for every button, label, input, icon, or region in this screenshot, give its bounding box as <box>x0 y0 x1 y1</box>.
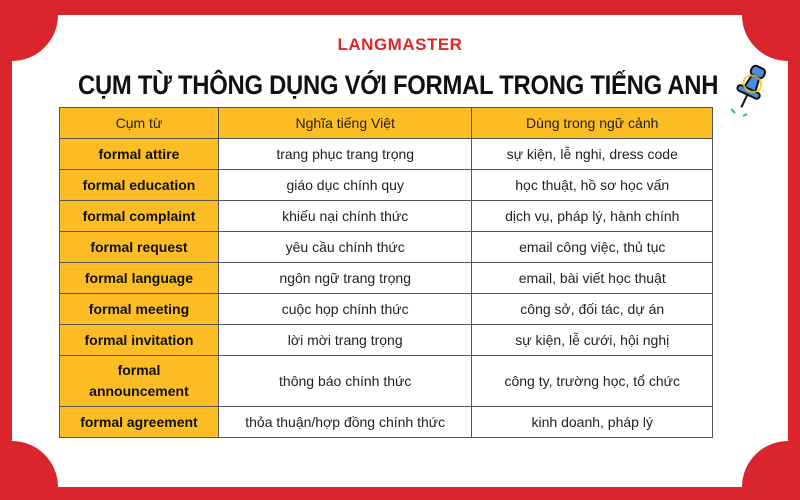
table-row <box>60 325 713 356</box>
meaning-cell: trang phục trang trọng <box>218 139 472 170</box>
phrase-cell: formal meeting <box>60 294 219 325</box>
meaning-cell: giáo dục chính quy <box>218 170 472 201</box>
context-cell: sự kiện, lễ cưới, hội nghị <box>472 325 713 356</box>
context-cell: email công việc, thủ tục <box>472 232 713 263</box>
table-row <box>60 139 713 170</box>
formal-phrases-table <box>59 107 713 438</box>
phrase-cell: formal complaint <box>60 201 219 232</box>
phrase-cell: formal announcement <box>60 356 219 407</box>
meaning-cell: thỏa thuận/hợp đồng chính thức <box>218 407 472 438</box>
page-title: CỤM TỪ THÔNG DỤNG VỚI FORMAL TRONG TIẾNG ANH <box>78 70 719 100</box>
column-header: Cụm từ <box>60 108 219 139</box>
phrase-cell: formal request <box>60 232 219 263</box>
brand-logo: LANGMASTER <box>337 35 463 54</box>
meaning-cell: khiếu nại chính thức <box>218 201 472 232</box>
table-row <box>60 356 713 407</box>
corner-decoration <box>12 441 58 487</box>
column-header: Nghĩa tiếng Việt <box>218 108 472 139</box>
context-cell: học thuật, hồ sơ học vấn <box>472 170 713 201</box>
phrase-cell: formal invitation <box>60 325 219 356</box>
table-row <box>60 407 713 438</box>
table-row <box>60 170 713 201</box>
table-row <box>60 232 713 263</box>
context-cell: công ty, trường học, tổ chức <box>472 356 713 407</box>
phrase-cell: formal agreement <box>60 407 219 438</box>
table-row <box>60 294 713 325</box>
table-header-row <box>60 108 713 139</box>
phrase-cell: formal language <box>60 263 219 294</box>
pushpin-icon <box>727 63 771 119</box>
context-cell: email, bài viết học thuật <box>472 263 713 294</box>
context-cell: công sở, đối tác, dự án <box>472 294 713 325</box>
column-header: Dùng trong ngữ cảnh <box>472 108 713 139</box>
meaning-cell: ngôn ngữ trang trọng <box>218 263 472 294</box>
phrase-cell: formal education <box>60 170 219 201</box>
meaning-cell: thông báo chính thức <box>218 356 472 407</box>
table-row <box>60 201 713 232</box>
table-row <box>60 263 713 294</box>
phrase-cell: formal attire <box>60 139 219 170</box>
meaning-cell: yêu cầu chính thức <box>218 232 472 263</box>
meaning-cell: lời mời trang trọng <box>218 325 472 356</box>
corner-decoration <box>742 441 788 487</box>
context-cell: kinh doanh, pháp lý <box>472 407 713 438</box>
meaning-cell: cuộc họp chính thức <box>218 294 472 325</box>
context-cell: dịch vụ, pháp lý, hành chính <box>472 201 713 232</box>
context-cell: sự kiện, lễ nghi, dress code <box>472 139 713 170</box>
